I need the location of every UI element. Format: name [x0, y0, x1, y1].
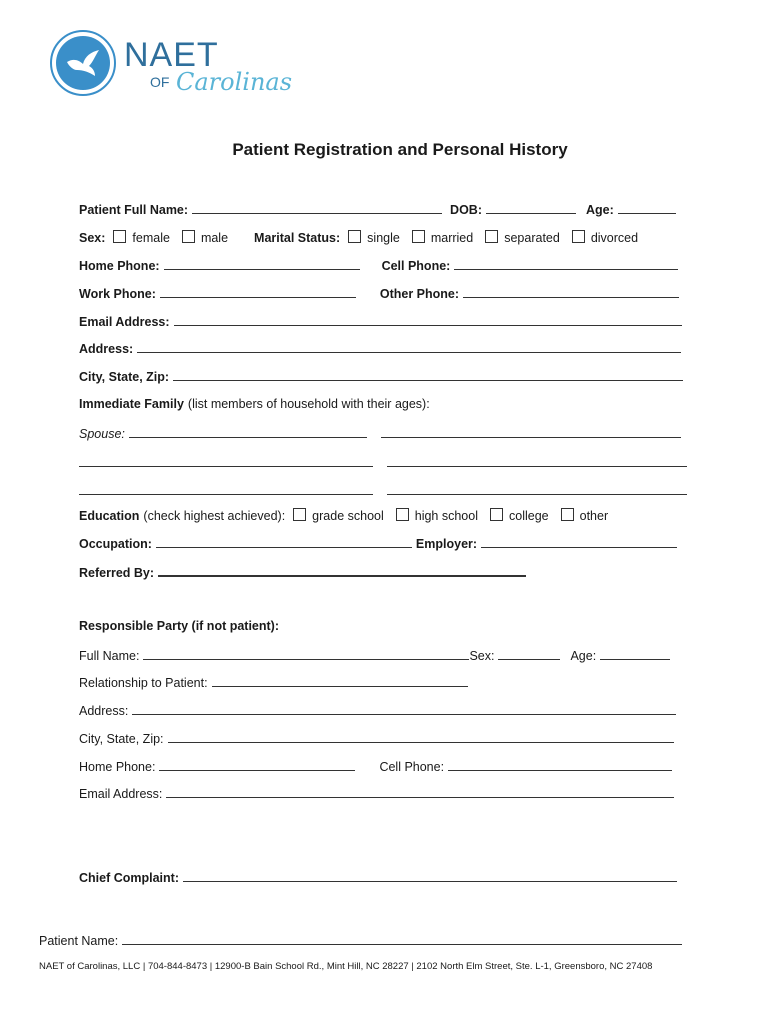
chief-complaint-field[interactable]	[183, 869, 677, 882]
resp-relationship-field[interactable]	[212, 674, 468, 687]
work-phone-label: Work Phone:	[79, 287, 156, 301]
phone-row-1	[79, 257, 682, 273]
address-field[interactable]	[137, 340, 681, 353]
resp-city-label: City, State, Zip:	[79, 732, 164, 746]
single-checkbox[interactable]	[348, 230, 361, 243]
employer-label: Employer:	[415, 537, 478, 551]
grade-school-label: grade school	[312, 509, 384, 523]
high-school-label: high school	[414, 509, 478, 523]
age-label: Age:	[586, 203, 614, 217]
resp-full-name-label: Full Name:	[79, 649, 140, 663]
cell-phone-label: Cell Phone:	[381, 259, 451, 273]
college-label: college	[509, 509, 549, 523]
naet-logo	[50, 30, 293, 102]
patient-full-name-label: Patient Full Name:	[79, 203, 189, 217]
family-field-2[interactable]	[381, 425, 681, 438]
resp-city-row	[79, 730, 678, 746]
married-checkbox[interactable]	[412, 230, 425, 243]
patient-name-footer-row	[39, 932, 686, 948]
resp-relationship-row	[79, 674, 472, 690]
sex-label: Sex:	[79, 231, 106, 245]
other-phone-field[interactable]	[463, 285, 679, 298]
resp-address-label: Address:	[79, 704, 129, 718]
resp-email-label: Email Address:	[79, 787, 163, 801]
other-label: other	[579, 509, 609, 523]
married-label: married	[430, 231, 474, 245]
phone-row-2	[79, 285, 683, 301]
resp-address-row	[79, 702, 680, 718]
resp-home-phone-label: Home Phone:	[79, 760, 156, 774]
address-label: Address:	[79, 342, 134, 356]
family-label: Immediate Family	[79, 397, 184, 411]
logo-carolinas: Carolinas	[176, 68, 293, 96]
resp-name-row	[79, 647, 674, 663]
education-label: Education	[79, 509, 140, 523]
family-lines-row-3	[79, 482, 691, 495]
spouse-field[interactable]	[129, 425, 367, 438]
divorced-label: divorced	[590, 231, 639, 245]
marital-status-label: Marital Status:	[254, 231, 341, 245]
resp-age-field[interactable]	[600, 647, 670, 660]
resp-email-row	[79, 785, 678, 801]
resp-sex-field[interactable]	[498, 647, 560, 660]
city-label: City, State, Zip:	[79, 370, 170, 384]
dove-logo-icon	[50, 30, 116, 96]
occupation-label: Occupation:	[79, 537, 152, 551]
logo-name: NAET	[124, 36, 219, 74]
other-phone-label: Other Phone:	[379, 287, 460, 301]
single-label: single	[367, 231, 400, 245]
education-row	[79, 507, 608, 523]
female-label: female	[132, 231, 170, 245]
separated-label: separated	[504, 231, 560, 245]
referred-by-field[interactable]	[158, 563, 526, 577]
patient-name-field[interactable]	[122, 932, 682, 945]
other-checkbox[interactable]	[561, 508, 574, 521]
resp-cell-phone-field[interactable]	[448, 758, 672, 771]
college-checkbox[interactable]	[490, 508, 503, 521]
education-note: (check highest achieved):	[143, 509, 286, 523]
email-label: Email Address:	[79, 315, 170, 329]
page-title: Patient Registration and Personal History	[232, 140, 568, 159]
resp-full-name-field[interactable]	[143, 647, 469, 660]
family-note: (list members of household with their ages):	[187, 397, 430, 411]
resp-address-field[interactable]	[132, 702, 676, 715]
high-school-checkbox[interactable]	[396, 508, 409, 521]
family-field-5[interactable]	[79, 482, 373, 495]
occupation-field[interactable]	[156, 535, 412, 548]
resp-phone-row	[79, 758, 676, 774]
home-phone-field[interactable]	[164, 257, 360, 270]
resp-email-field[interactable]	[166, 785, 674, 798]
email-row	[79, 313, 686, 329]
chief-complaint-label: Chief Complaint:	[79, 871, 179, 885]
separated-checkbox[interactable]	[485, 230, 498, 243]
resp-sex-label: Sex:	[469, 649, 495, 663]
female-checkbox[interactable]	[113, 230, 126, 243]
footer-contact: NAET of Carolinas, LLC | 704-844-8473 | 12900-B Bain School Rd., Mint Hill, NC 28227 | 2102 North Elm Street, Ste. L-1, Greensboro, NC 27408	[39, 961, 653, 972]
city-row	[79, 368, 687, 384]
referred-row	[79, 563, 530, 580]
spouse-row	[79, 425, 685, 441]
logo-of: OF	[150, 74, 170, 90]
dob-field[interactable]	[486, 201, 576, 214]
divorced-checkbox[interactable]	[572, 230, 585, 243]
spouse-label: Spouse:	[79, 427, 125, 441]
dob-label: DOB:	[450, 203, 482, 217]
family-field-6[interactable]	[387, 482, 687, 495]
male-checkbox[interactable]	[182, 230, 195, 243]
family-field-4[interactable]	[387, 454, 687, 467]
home-phone-label: Home Phone:	[79, 259, 160, 273]
male-label: male	[200, 231, 229, 245]
chief-complaint-row	[79, 869, 681, 885]
referred-by-label: Referred By:	[79, 566, 155, 580]
resp-relationship-label: Relationship to Patient:	[79, 676, 208, 690]
employer-field[interactable]	[481, 535, 677, 548]
responsible-heading: Responsible Party (if not patient):	[79, 619, 280, 633]
patient-name-row	[79, 201, 680, 217]
resp-home-phone-field[interactable]	[159, 758, 355, 771]
patient-full-name-field[interactable]	[192, 201, 442, 214]
patient-name-label: Patient Name:	[39, 934, 119, 948]
age-field[interactable]	[618, 201, 676, 214]
family-field-3[interactable]	[79, 454, 373, 467]
responsible-heading-row	[79, 619, 279, 633]
family-lines-row-2	[79, 454, 691, 467]
work-phone-field[interactable]	[160, 285, 356, 298]
occupation-row	[79, 535, 681, 551]
family-row	[79, 397, 430, 411]
resp-city-field[interactable]	[168, 730, 674, 743]
sex-marital-row	[79, 229, 638, 245]
resp-cell-phone-label: Cell Phone:	[379, 760, 445, 774]
resp-age-label: Age:	[570, 649, 597, 663]
cell-phone-field[interactable]	[454, 257, 678, 270]
grade-school-checkbox[interactable]	[293, 508, 306, 521]
address-row	[79, 340, 685, 356]
city-field[interactable]	[173, 368, 683, 381]
email-field[interactable]	[174, 313, 682, 326]
